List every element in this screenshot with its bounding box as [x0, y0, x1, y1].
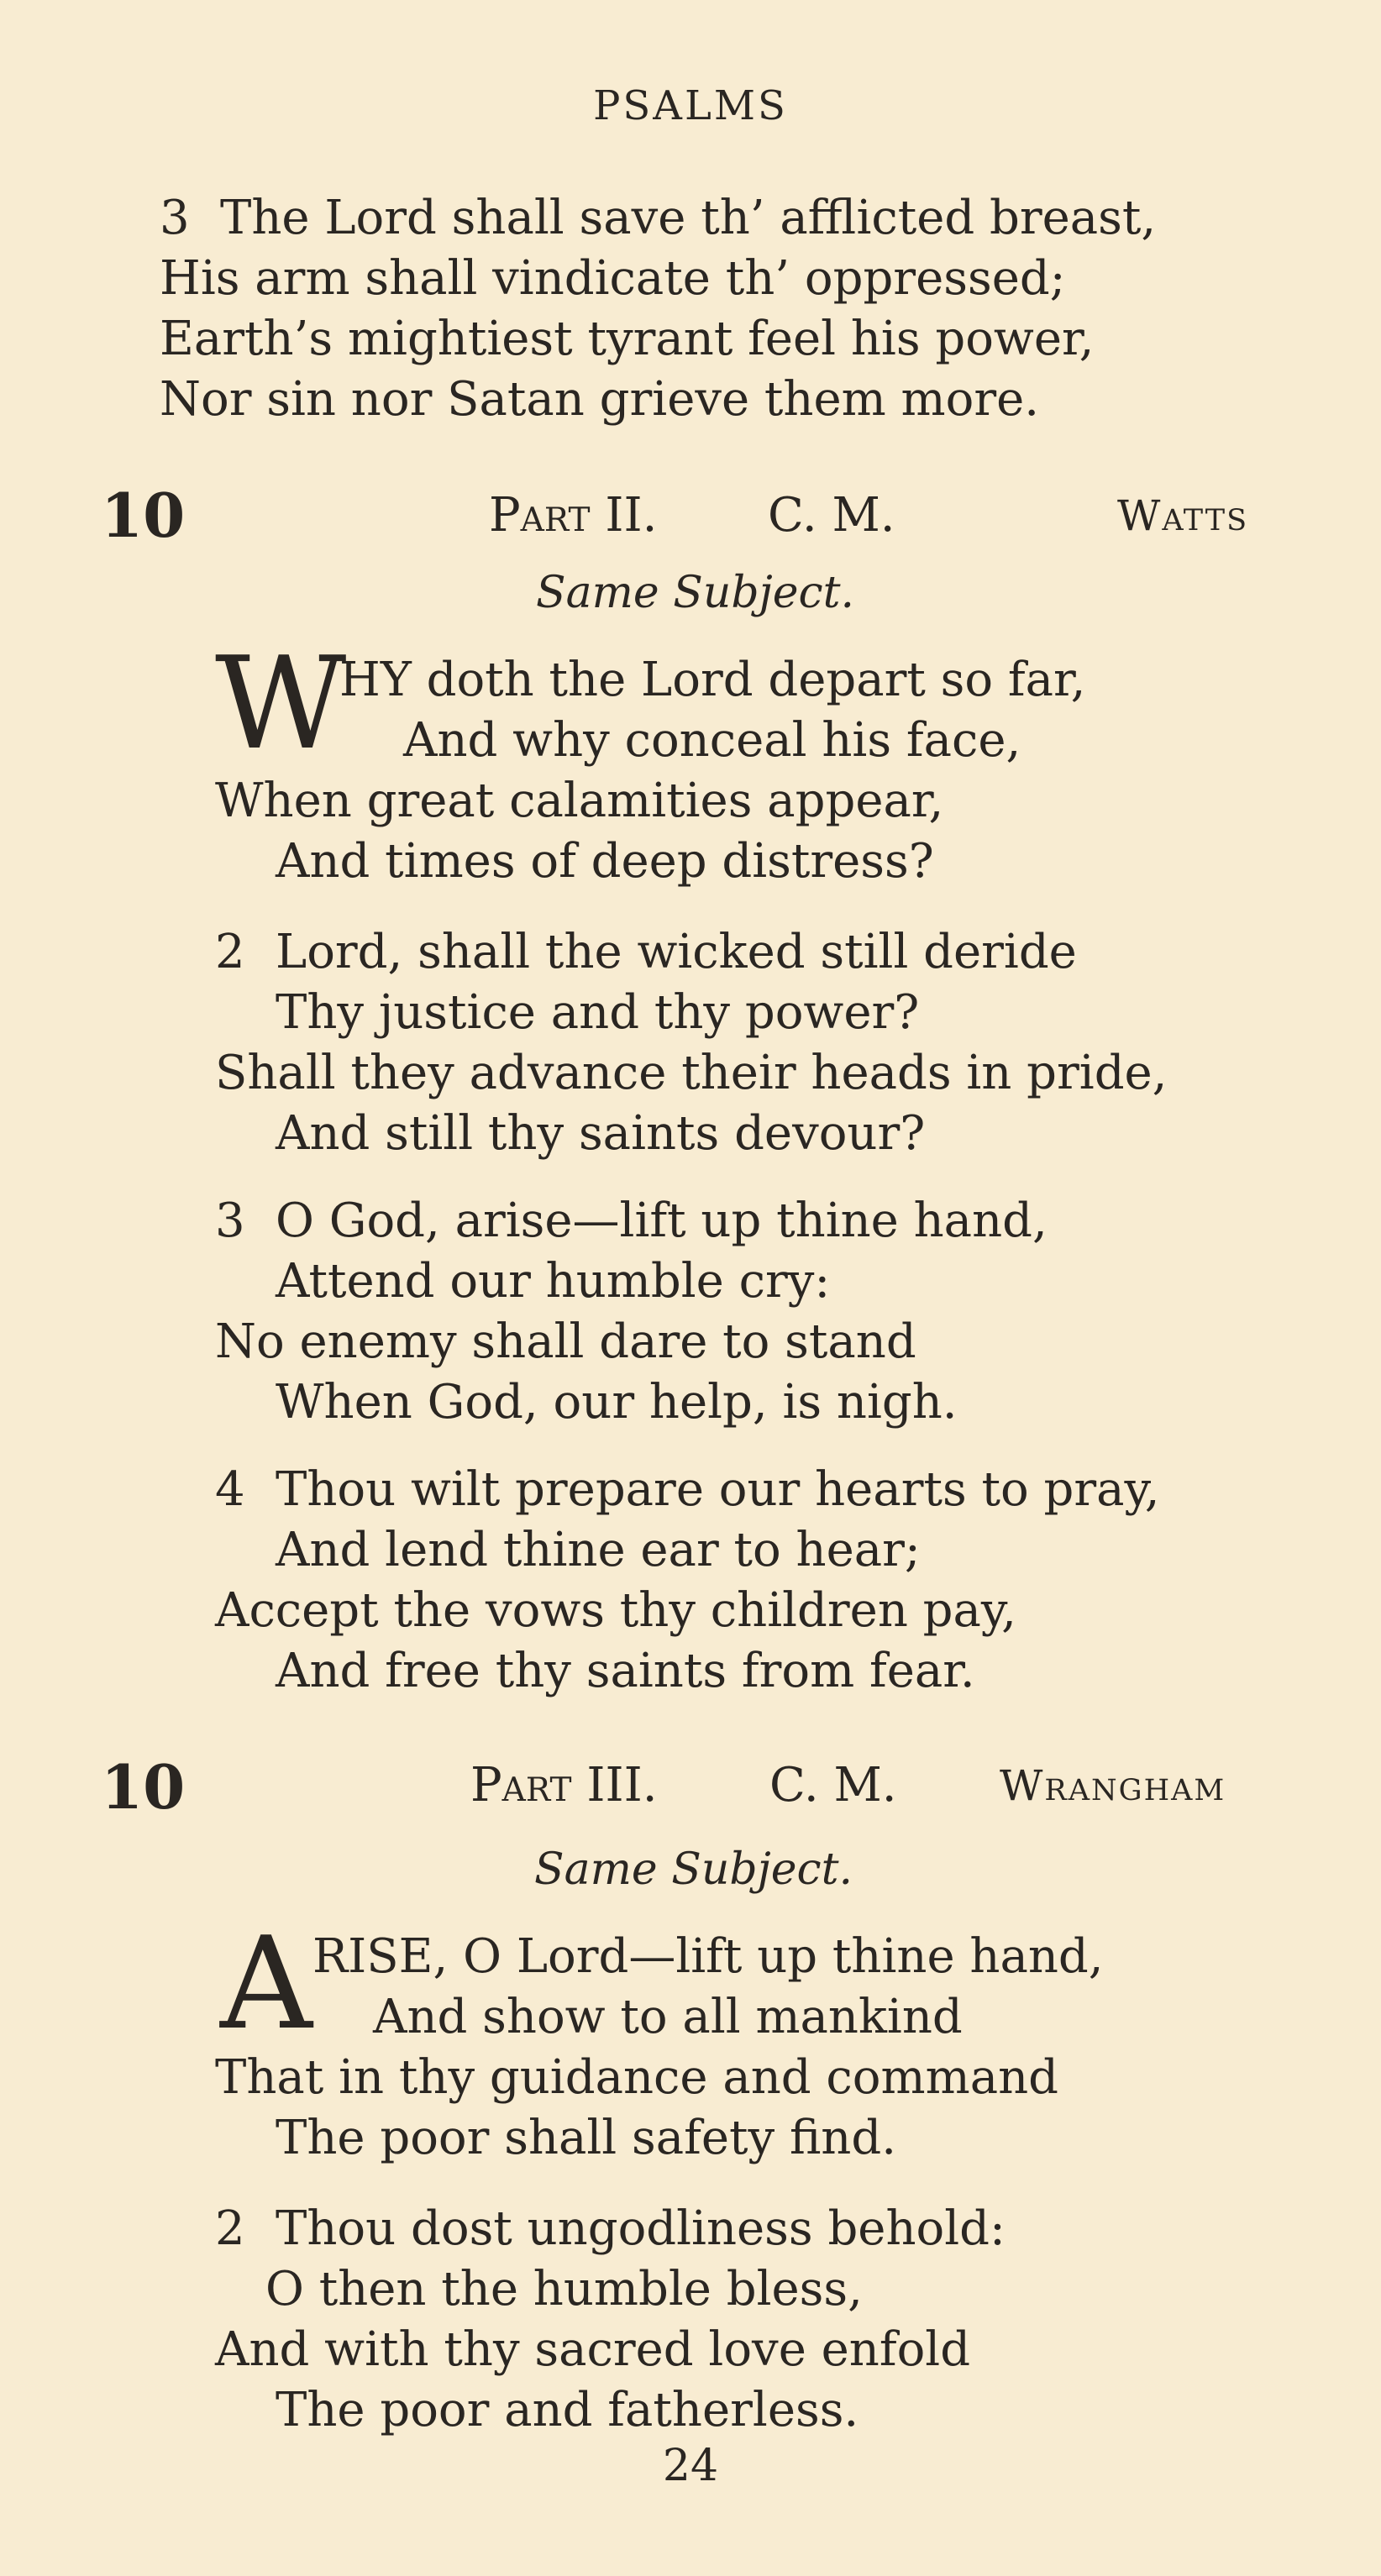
part3-stanza2-line-1: Thou dost ungodliness behold: [276, 2201, 1006, 2256]
part3-stanza2-line-2: O then the humble bless, [265, 2262, 863, 2316]
part2-stanza4-line-3: Accept the vows thy children pay, [215, 1583, 1016, 1638]
prev-stanza-line-2: His arm shall vindicate th’ oppressed; [160, 251, 1066, 306]
part2-stanza1-line-3: When great calamities appear, [215, 774, 944, 828]
part3-stanza2-number: 2 [215, 2201, 245, 2256]
part2-stanza2-line-2: Thy justice and thy power? [276, 985, 920, 1040]
part2-stanza3-line-1: O God, arise—lift up thine hand, [276, 1194, 1048, 1248]
part3-meter: C. M. [769, 1758, 897, 1813]
prev-stanza-line-3: Earth’s mightiest tyrant feel his power, [160, 312, 1095, 366]
hymn-number-part2: 10 [101, 480, 186, 551]
part2-meter: C. M. [768, 488, 895, 543]
part2-stanza1-line-4: And times of deep distress? [276, 834, 934, 889]
part2-stanza4-line-2: And lend thine ear to hear; [276, 1523, 921, 1577]
part2-stanza2-number: 2 [215, 925, 245, 979]
part2-stanza2-line-1: Lord, shall the wicked still deride [276, 925, 1077, 979]
part2-stanza3-number: 3 [215, 1194, 245, 1248]
part2-title: Part II. [489, 488, 658, 543]
part2-stanza2-line-4: And still thy saints devour? [276, 1106, 926, 1161]
part3-stanza1-line-4: The poor shall safety find. [276, 2111, 897, 2165]
part2-stanza4-line-4: And free thy saints from fear. [276, 1644, 975, 1698]
part3-author: Wrangham [1000, 1761, 1226, 1810]
part3-stanza2-line-4: The poor and fatherless. [276, 2383, 859, 2437]
part2-author: Watts [1117, 491, 1249, 540]
part2-dropcap: W [215, 629, 347, 778]
hymn-number-part3: 10 [101, 1751, 186, 1823]
part2-subject: Same Subject. [536, 568, 855, 618]
page-number: 24 [662, 2441, 719, 2491]
part3-dropcap: A [220, 1909, 312, 2058]
part3-title: Part III. [470, 1758, 658, 1813]
part2-stanza4-line-1: Thou wilt prepare our hearts to pray, [276, 1462, 1160, 1517]
part3-stanza1-line-1: RISE, O Lord—lift up thine hand, [312, 1929, 1104, 1984]
part3-stanza2-line-3: And with thy sacred love enfold [215, 2322, 971, 2377]
prev-stanza-number: 3 [160, 191, 190, 245]
part3-subject: Same Subject. [534, 1844, 853, 1895]
part3-stanza1-line-2: And show to all mankind [373, 1990, 963, 2044]
part2-stanza2-line-3: Shall they advance their heads in pride, [215, 1046, 1168, 1100]
part2-stanza3-line-2: Attend our humble cry: [276, 1254, 831, 1309]
part2-stanza1-line-2: And why conceal his face, [403, 713, 1021, 768]
prev-stanza-line-4: Nor sin nor Satan grieve them more. [160, 372, 1040, 427]
running-head: PSALMS [593, 82, 788, 129]
part2-stanza4-number: 4 [215, 1462, 245, 1517]
part3-stanza1-line-3: That in thy guidance and command [215, 2050, 1059, 2105]
part2-stanza1-line-1: HY doth the Lord depart so far, [339, 653, 1086, 707]
part2-stanza3-line-4: When God, our help, is nigh. [276, 1375, 958, 1430]
part2-stanza3-line-3: No enemy shall dare to stand [215, 1314, 916, 1369]
prev-stanza-line-1: The Lord shall save th’ afflicted breast, [220, 191, 1157, 245]
